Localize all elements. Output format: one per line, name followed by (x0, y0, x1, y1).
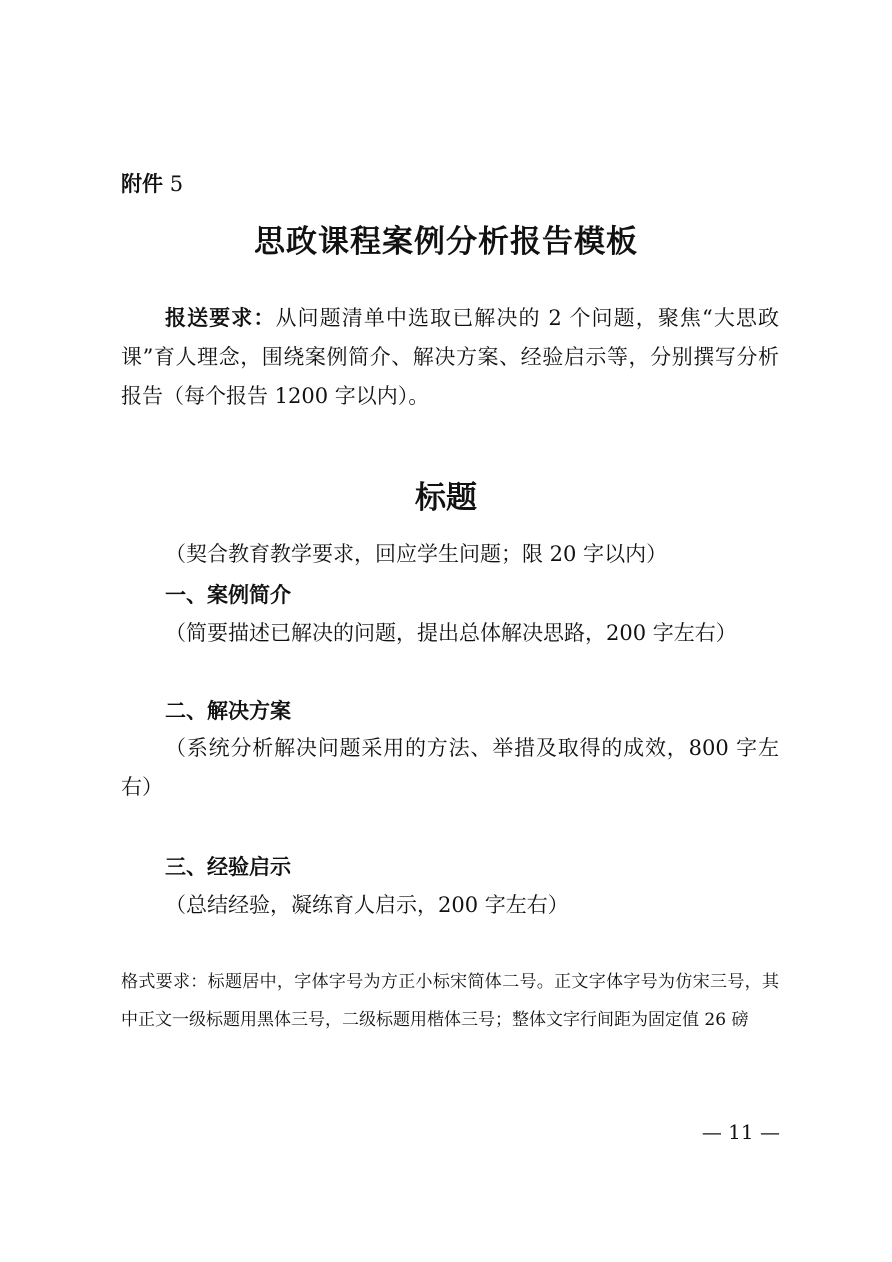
page-number: — 11 — (701, 1120, 780, 1144)
template-title-hint: （契合教育教学要求，回应学生问题；限 20 字以内） (165, 542, 668, 566)
section-heading-case-intro: 一、案例简介 (165, 583, 291, 607)
section-hint-experience: （总结经验，凝练育人启示，200 字左右） (165, 893, 569, 917)
section-hint-solution: （系统分析解决问题采用的方法、举措及取得的成效，800 字左右） (121, 736, 779, 799)
section-heading-solution: 二、解决方案 (165, 699, 291, 723)
attachment-label-text: 附件 (121, 172, 163, 196)
section-heading-experience: 三、经验启示 (165, 855, 291, 879)
submission-text: 从问题清单中选取已解决的 2 个问题，聚焦“大思政课”育人理念，围绕案例简介、解决方案、经验启示等，分别撰写分析报告（每个报告 1200 字以内）。 (121, 306, 780, 408)
format-requirements-note: 格式要求：标题居中，字体字号为方正小标宋简体二号。正文字体字号为仿宋三号，其中正文一级标题用黑体三号，二级标题用楷体三号；整体文字行间距为固定值 26 磅 (121, 972, 779, 1030)
section-hint-case-intro: （简要描述已解决的问题，提出总体解决思路，200 字左右） (165, 621, 737, 645)
attachment-number: 5 (169, 172, 184, 196)
document-title: 思政课程案例分析报告模板 (254, 224, 638, 260)
submission-lead: 报送要求： (165, 305, 276, 330)
template-title: 标题 (415, 480, 477, 516)
attachment-label (121, 168, 183, 198)
submission-requirements (121, 298, 779, 416)
